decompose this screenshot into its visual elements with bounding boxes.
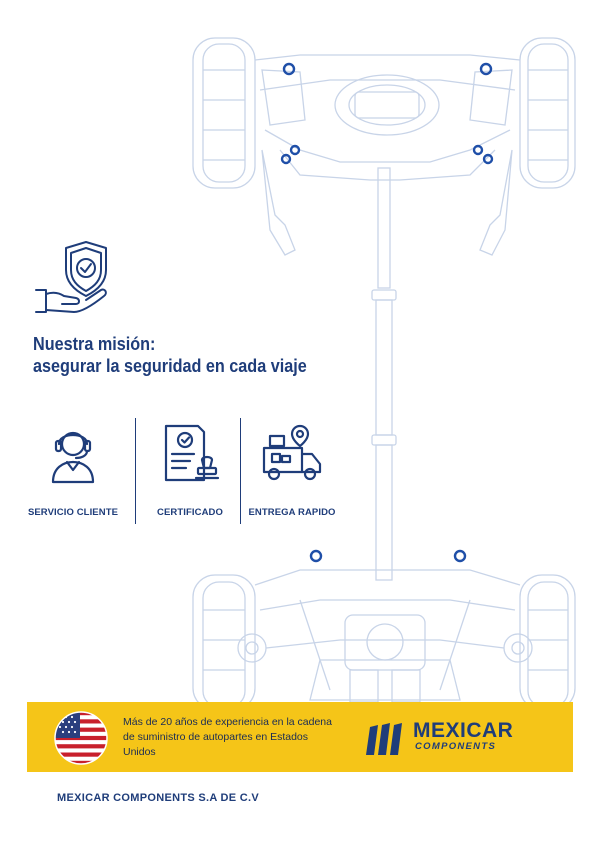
- mission-line-2: asegurar la seguridad en cada viaje: [33, 356, 307, 376]
- service-delivery-label: ENTREGA RAPIDO: [248, 507, 336, 518]
- company-name: MEXICAR COMPONENTS S.A DE C.V: [57, 792, 260, 804]
- mission-heading: [33, 333, 307, 377]
- service-certified: [135, 422, 245, 527]
- brand-subtitle: COMPONENTS: [415, 741, 497, 752]
- mission-line-1: Nuestra misión:: [33, 334, 156, 354]
- shield-hand-icon: [34, 238, 110, 318]
- mexicar-logo-icon: [364, 721, 410, 757]
- brand-name: MEXICAR: [413, 719, 514, 742]
- service-delivery: [237, 422, 347, 527]
- certificate-icon: [158, 422, 222, 486]
- experience-text: Más de 20 años de experiencia en la cadena de suministro de autopartes en Estados Unidos: [123, 716, 332, 758]
- service-certified-label: CERTIFICADO: [156, 507, 223, 518]
- usa-flag-icon: [54, 711, 108, 765]
- service-customer: [18, 422, 128, 527]
- experience-banner: [27, 702, 573, 772]
- service-customer-label: SERVICIO CLIENTE: [27, 507, 119, 518]
- delivery-truck-icon: [260, 422, 324, 486]
- headset-agent-icon: [41, 422, 105, 486]
